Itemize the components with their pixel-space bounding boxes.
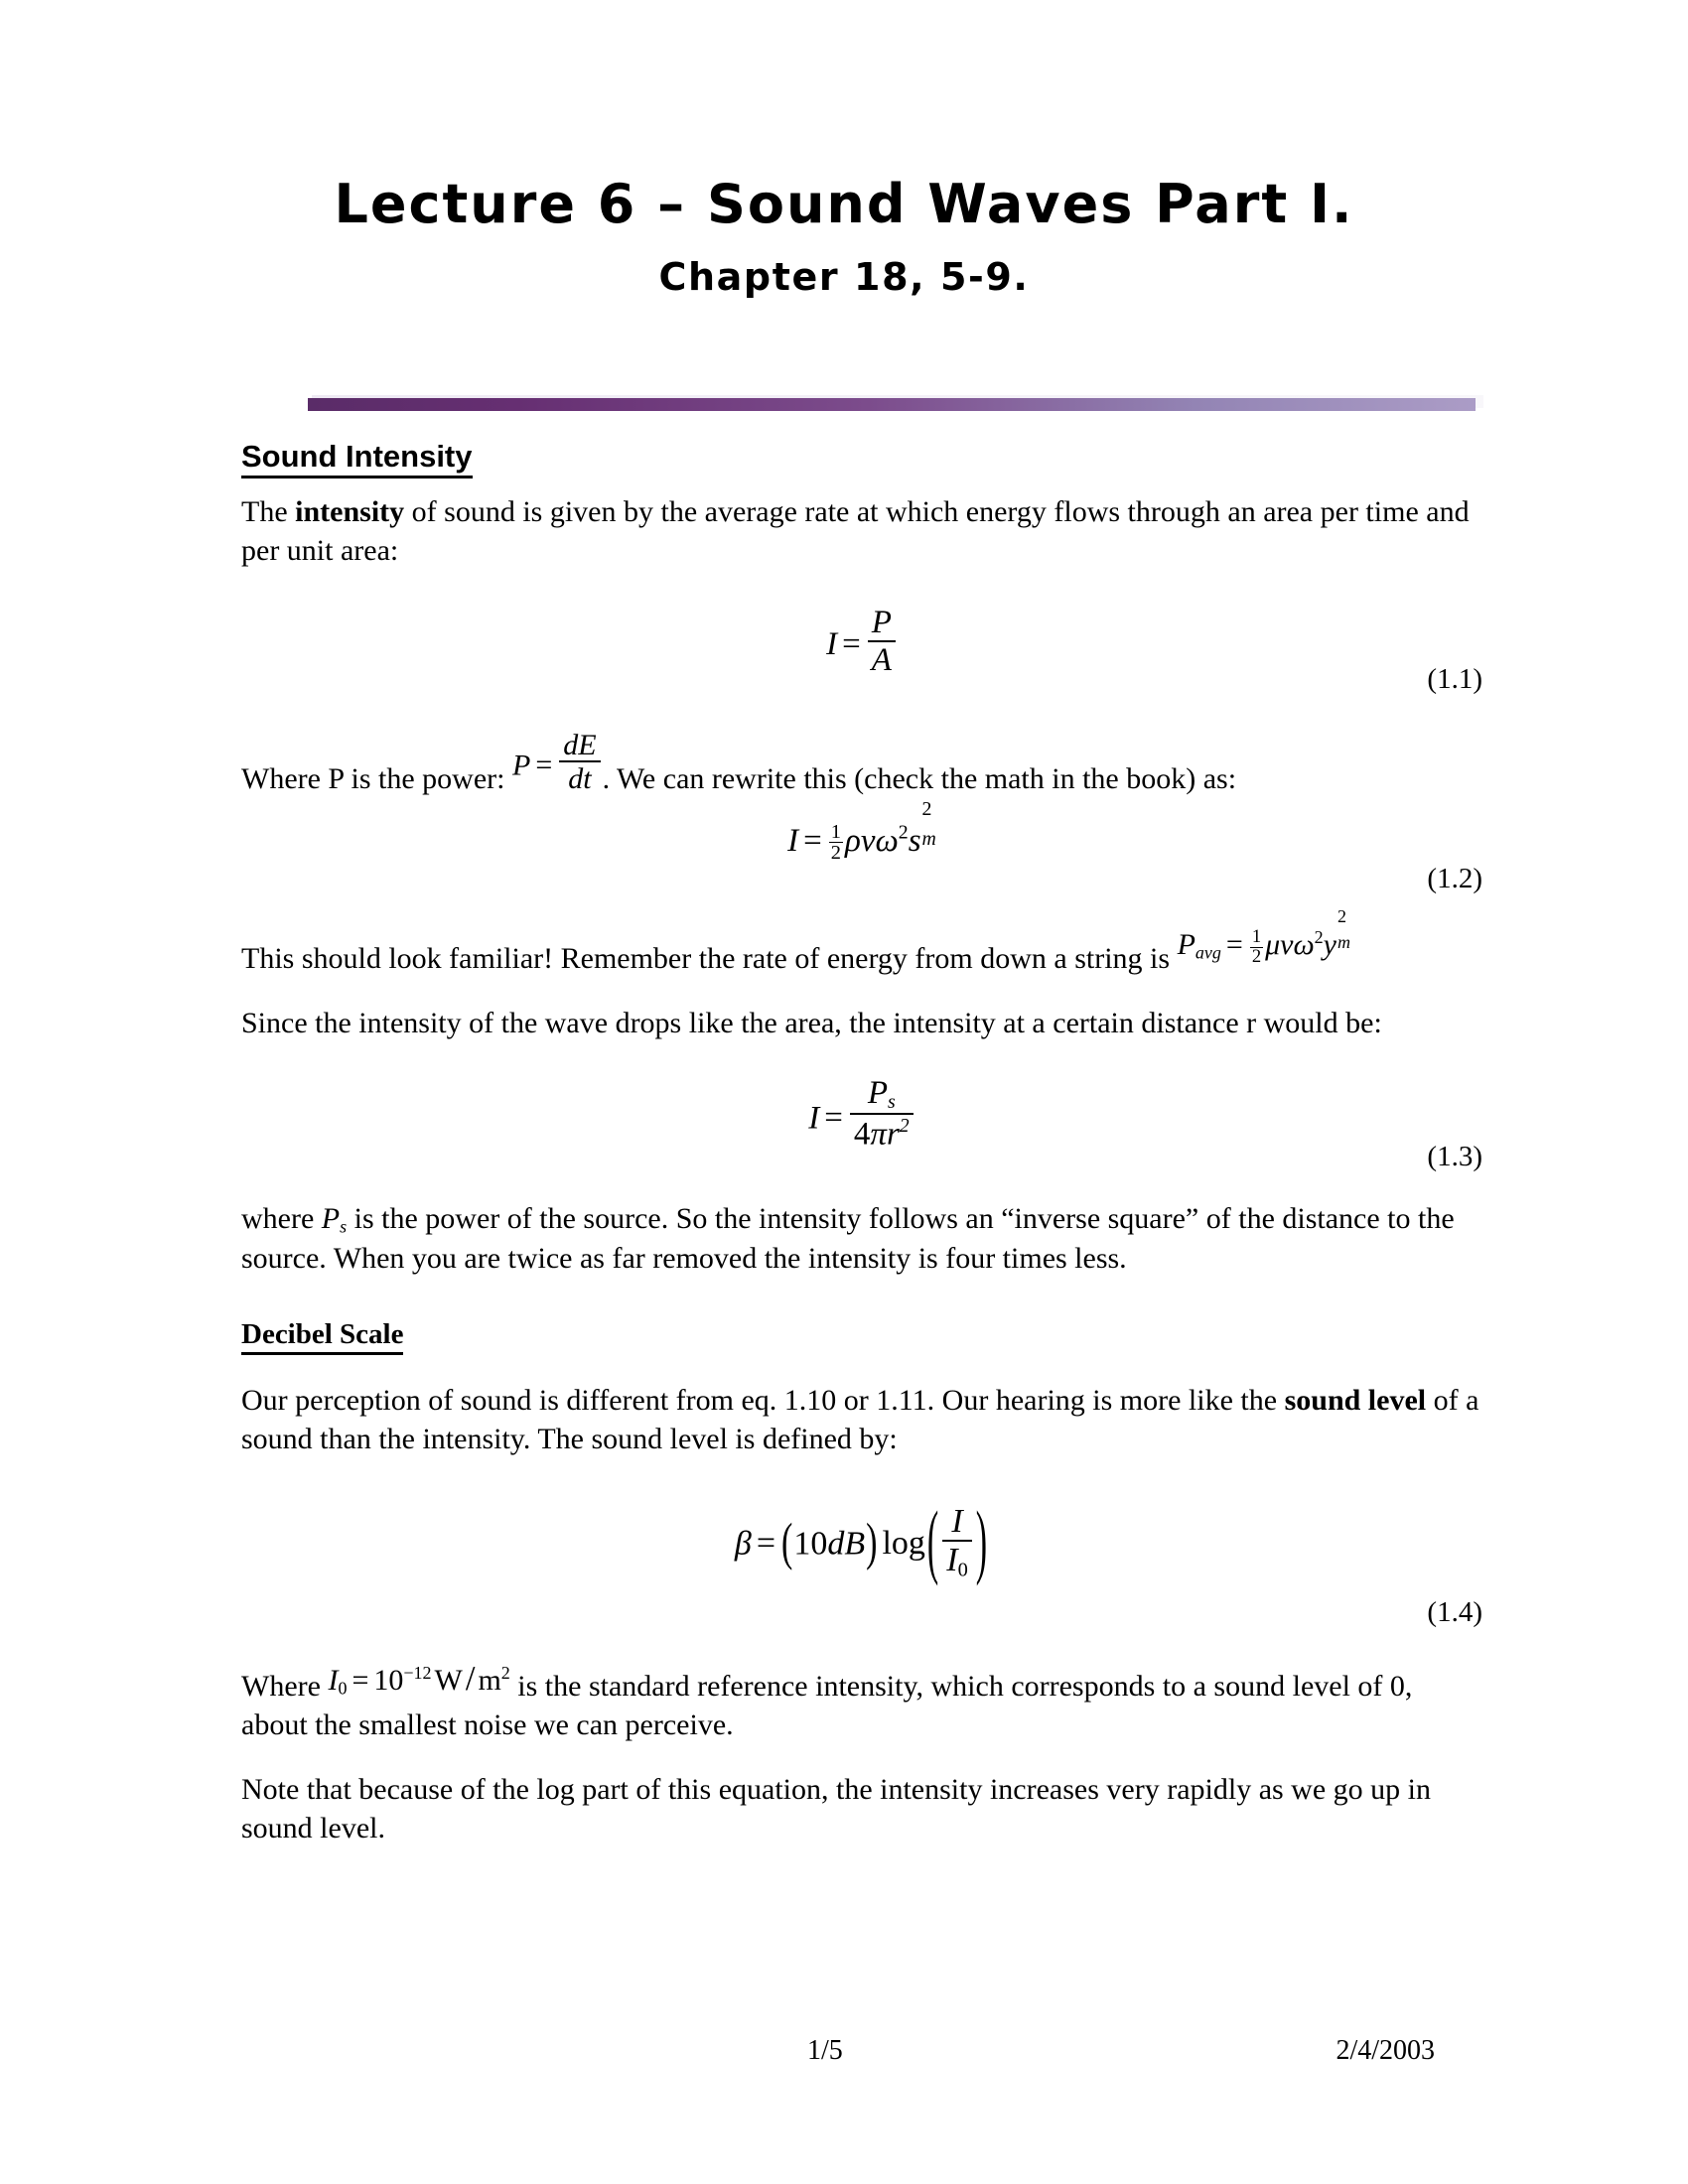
text-part: This should look familiar! Remember the rate of energy from down a string is — [241, 941, 1178, 975]
text-part: Our perception of sound is different from eq. 1.10 or 1.11. Our hearing is more like the — [241, 1383, 1285, 1417]
section-decibel-scale — [241, 1317, 1482, 1847]
inline-equation-pavg: $P_{avg}$ = $\frac{1}{2}$ μvω$^2$y 2 m — [1177, 905, 1350, 967]
text-part: is the standard reference intensity, which corresponds to a sound level of 0, about the smallest noise we can perceive. — [241, 1669, 1413, 1741]
page-subtitle: Chapter 18, 5-9. — [658, 254, 1030, 299]
equation-row-1-4 — [241, 1497, 1482, 1628]
bold-term-sound-level: sound level — [1284, 1383, 1427, 1417]
content-column — [241, 439, 1482, 1861]
text-part: is the power of the source. So the intensity follows an “inverse square” of the distance to the source. When you are twice as far removed the intensity is four times less. — [241, 1201, 1455, 1275]
text-part: Where P is the power: — [241, 761, 512, 795]
equation-row-1-1 — [241, 604, 1482, 695]
section-sound-intensity — [241, 439, 1482, 1278]
equation-1-2: I = $\frac{1}{2}$ ρvω$^2$s 2 m — [787, 798, 936, 865]
inline-equation-power: P = $\frac{dE}{dt}$ — [512, 730, 603, 796]
equation-1-3: I = $\frac{P_s}{4\pi r^2}$ — [241, 1076, 1482, 1152]
paragraph-intensity-definition — [241, 492, 1482, 570]
rule-bar — [308, 398, 1476, 411]
text-part: Where — [241, 1669, 329, 1703]
paragraph-sound-level-intro — [241, 1381, 1482, 1458]
title-block — [0, 173, 1688, 299]
equation-number-1-3: (1.3) — [1427, 1140, 1482, 1172]
page-title: Lecture 6 – Sound Waves Part I. — [334, 173, 1354, 235]
heading-sound-intensity: Sound Intensity — [241, 439, 473, 478]
text-part: . We can rewrite this (check the math in the book) as: — [602, 761, 1237, 795]
equation-row-1-2 — [241, 798, 1482, 894]
paragraph-familiar-string — [241, 905, 1482, 978]
text-part: of a sound than the intensity. The sound level is defined by: — [241, 1383, 1479, 1455]
equation-number-1-4: (1.4) — [1427, 1595, 1482, 1628]
paragraph-power-definition — [241, 730, 1482, 798]
paragraph-log-note: Note that because of the log part of this equation, the intensity increases very rapidly as we go up in sound level. — [241, 1772, 1431, 1844]
heading-decibel-scale: Decibel Scale — [241, 1317, 403, 1355]
paragraph-inverse-square-explanation — [241, 1199, 1482, 1278]
equation-1-1: I = $\frac{P}{A}$ — [241, 606, 1482, 678]
paragraph-reference-intensity — [241, 1657, 1482, 1744]
text-part: of sound is given by the average rate at which energy flows through an area per time and per unit area: — [241, 494, 1470, 567]
equation-number-1-1: (1.1) — [1427, 662, 1482, 695]
paragraph-inverse-square-intro: Since the intensity of the wave drops like the area, the intensity at a certain distance r would be: — [241, 1006, 1382, 1039]
bold-term-intensity: intensity — [295, 494, 405, 528]
footer-page-number: 1/5 — [807, 2035, 843, 2066]
inline-symbol-ps: $P_s$ — [321, 1201, 348, 1237]
equation-row-1-3 — [241, 1074, 1482, 1172]
footer-date: 2/4/2003 — [1336, 2035, 1435, 2066]
equation-number-1-2: (1.2) — [1427, 862, 1482, 894]
inline-equation-i0: $I_0 = 10^{-12}$ W/ $m^2$ — [328, 1659, 510, 1699]
text-part: where — [241, 1201, 322, 1235]
equation-1-4: β = (10dB) log( $\frac{I}{I_0}$ ) — [734, 1497, 988, 1588]
text-part: The — [241, 494, 296, 528]
header-gradient-rule — [308, 395, 1479, 411]
